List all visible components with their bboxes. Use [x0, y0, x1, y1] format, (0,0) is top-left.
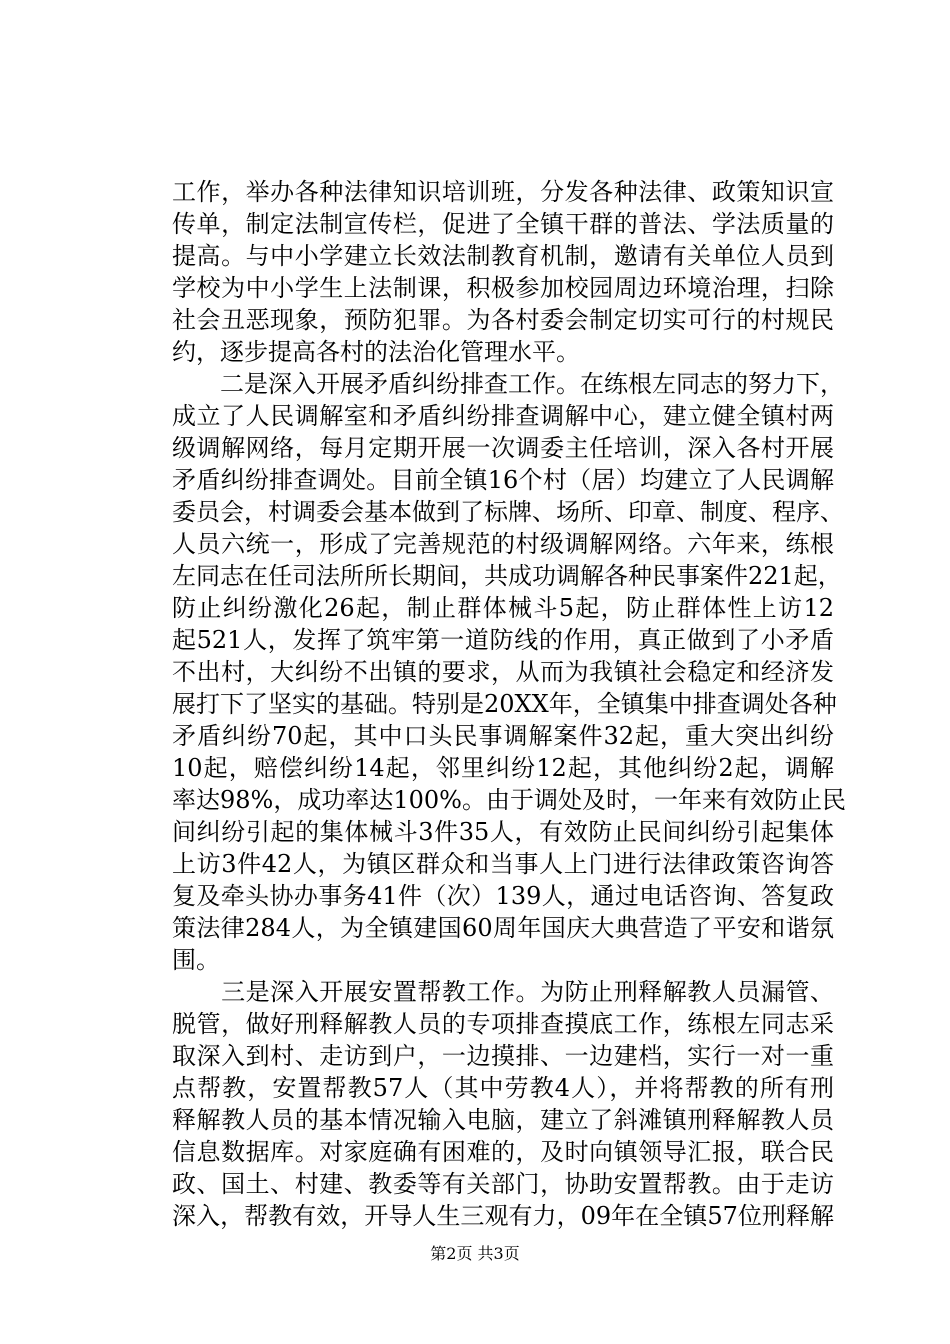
text-line: 脱管，做好刑释解教人员的专项排查摸底工作，练根左同志采 — [172, 1010, 834, 1038]
text-line: 复及牵头协办事务41件（次）139人，通过电话咨询、答复政 — [172, 882, 834, 910]
text-line: 三是深入开展安置帮教工作。为防止刑释解教人员漏管、 — [172, 978, 834, 1006]
text-line: 委员会，村调委会基本做到了标牌、场所、印章、制度、程序、 — [172, 498, 844, 526]
text-line: 学校为中小学生上法制课，积极参加校园周边环境治理，扫除 — [172, 274, 834, 302]
text-line: 策法律284人，为全镇建国60周年国庆大典营造了平安和谐氛 — [172, 914, 834, 942]
text-line: 防止纠纷激化26起，制止群体械斗5起，防止群体性上访12 — [172, 594, 834, 622]
text-line: 上访3件42人，为镇区群众和当事人上门进行法律政策咨询答 — [172, 850, 834, 878]
text-line: 矛盾纠纷70起，其中口头民事调解案件32起，重大突出纠纷 — [172, 722, 834, 750]
text-line: 人员六统一，形成了完善规范的村级调解网络。六年来，练根 — [172, 530, 834, 558]
text-line: 矛盾纠纷排查调处。目前全镇16个村（居）均建立了人民调解 — [172, 466, 834, 494]
text-line: 释解教人员的基本情况输入电脑，建立了斜滩镇刑释解教人员 — [172, 1106, 834, 1134]
text-line: 传单，制定法制宣传栏，促进了全镇干群的普法、学法质量的 — [172, 210, 834, 238]
text-line: 约，逐步提高各村的法治化管理水平。 — [172, 338, 580, 366]
text-line: 信息数据库。对家庭确有困难的，及时向镇领导汇报，联合民 — [172, 1138, 834, 1166]
page-footer: 第2页 共3页 — [430, 1244, 520, 1263]
text-line: 工作，举办各种法律知识培训班，分发各种法律、政策知识宣 — [172, 178, 834, 206]
text-line: 社会丑恶现象，预防犯罪。为各村委会制定切实可行的村规民 — [172, 306, 834, 334]
text-line: 起521人，发挥了筑牢第一道防线的作用，真正做到了小矛盾 — [172, 626, 834, 654]
text-line: 成立了人民调解室和矛盾纠纷排查调解中心，建立健全镇村两 — [172, 402, 834, 430]
body-text — [172, 176, 846, 1232]
text-line: 取深入到村、走访到户，一边摸排、一边建档，实行一对一重 — [172, 1042, 834, 1070]
text-line: 不出村，大纠纷不出镇的要求，从而为我镇社会稳定和经济发 — [172, 658, 834, 686]
text-line: 二是深入开展矛盾纠纷排查工作。在练根左同志的努力下， — [172, 370, 844, 398]
text-line: 左同志在任司法所所长期间，共成功调解各种民事案件221起， — [172, 562, 842, 590]
text-line: 级调解网络，每月定期开展一次调委主任培训，深入各村开展 — [172, 434, 834, 462]
text-line: 提高。与中小学建立长效法制教育机制，邀请有关单位人员到 — [172, 242, 834, 270]
text-line: 点帮教，安置帮教57人（其中劳教4人），并将帮教的所有刑 — [172, 1074, 834, 1102]
text-line: 深入，帮教有效，开导人生三观有力，09年在全镇57位刑释解 — [172, 1202, 834, 1230]
text-line: 间纠纷引起的集体械斗3件35人，有效防止民间纠纷引起集体 — [172, 818, 834, 846]
text-line: 10起，赔偿纠纷14起，邻里纠纷12起，其他纠纷2起，调解 — [172, 754, 834, 782]
text-line: 展打下了坚实的基础。特别是20XX年，全镇集中排查调处各种 — [172, 690, 837, 718]
text-line: 政、国土、村建、教委等有关部门，协助安置帮教。由于走访 — [172, 1170, 834, 1198]
text-line: 率达98%，成功率达100%。由于调处及时，一年来有效防止民 — [172, 786, 846, 814]
text-line: 围。 — [172, 946, 220, 974]
